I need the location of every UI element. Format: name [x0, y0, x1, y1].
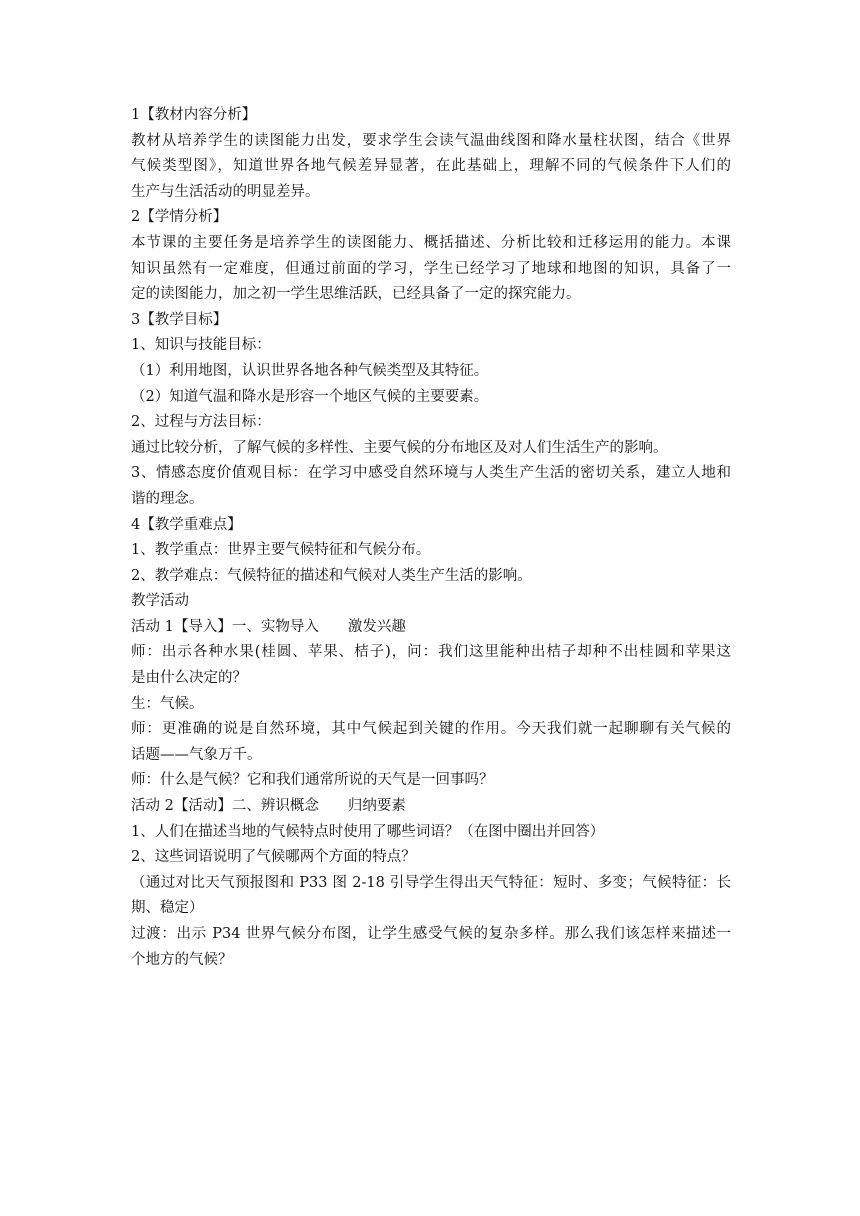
text-line: 过渡：出示 P34 世界气候分布图，让学生感受气候的复杂多样。那么我们该怎样来描述一: [131, 926, 732, 942]
text-line: 谐的理念。: [131, 490, 204, 507]
text-line: 教材从培养学生的读图能力出发，要求学生会读气温曲线图和降水量柱状图，结合《世界: [131, 132, 731, 149]
text-line: 生：气候。: [131, 695, 204, 712]
text-line: 4【教学重难点】: [131, 516, 242, 533]
text-line: 师：出示各种水果(桂圆、苹果、桔子)，问：我们这里能种出桔子却种不出桂圆和苹果这: [131, 644, 731, 661]
text-line: 师：什么是气候？它和我们通常所说的天气是一回事吗？: [131, 772, 494, 789]
text-line: 通过比较分析，了解气候的多样性、主要气候的分布地区及对人们生活生产的影响。: [131, 439, 668, 456]
text-line: 3、情感态度价值观目标：在学习中感受自然环境与人类生产生活的密切关系，建立人地和: [131, 465, 731, 482]
text-line: 师：更准确的说是自然环境，其中气候起到关键的作用。今天我们就一起聊聊有关气候的: [131, 721, 731, 738]
text-line: 2【学情分析】: [131, 209, 228, 226]
text-line: 1【教材内容分析】: [131, 107, 257, 123]
text-line: 1、人们在描述当地的气候特点时使用了哪些词语？（在图中圈出并回答）: [131, 823, 605, 840]
text-line: 活动 2【活动】二、辨识概念 归纳要素: [131, 798, 406, 815]
text-line: 生产与生活活动的明显差异。: [131, 183, 320, 200]
text-line: 期、稳定）: [131, 900, 204, 917]
text-line: 知识虽然有一定难度，但通过前面的学习，学生已经学习了地球和地图的知识，具备了一: [131, 260, 731, 277]
text-line: （2）知道气温和降水是形容一个地区气候的主要要素。: [131, 388, 489, 405]
text-line: 本节课的主要任务是培养学生的读图能力、概括描述、分析比较和迁移运用的能力。本课: [131, 234, 731, 251]
text-line: 1、知识与技能目标：: [131, 337, 271, 354]
text-line: 是由什么决定的？: [131, 670, 247, 687]
text-line: 定的读图能力，加之初一学生思维活跃，已经具备了一定的探究能力。: [131, 286, 581, 303]
text-line: 2、过程与方法目标：: [131, 414, 271, 431]
text-line: 活动 1【导入】一、实物导入 激发兴趣: [131, 618, 406, 635]
text-line: 话题——气象万千。: [131, 746, 262, 763]
document-body: [131, 103, 731, 973]
text-line: 2、教学难点：气候特征的描述和气候对人类生产生活的影响。: [131, 567, 532, 584]
text-line: 2、这些词语说明了气候哪两个方面的特点？: [131, 849, 416, 866]
text-line: 1、教学重点：世界主要气候特征和气候分布。: [131, 542, 431, 559]
text-line: 个地方的气候？: [131, 951, 233, 968]
text-line: 气候类型图》，知道世界各地气候差异显著，在此基础上，理解不同的气候条件下人们的: [131, 158, 731, 175]
text-line: （1）利用地图，认识世界各地各种气候类型及其特征。: [131, 362, 489, 379]
text-line: （通过对比天气预报图和 P33 图 2-18 引导学生得出天气特征：短时、多变；气候特征：长: [131, 874, 731, 891]
text-line: 教学活动: [131, 593, 189, 610]
text-line: 3【教学目标】: [131, 311, 228, 328]
